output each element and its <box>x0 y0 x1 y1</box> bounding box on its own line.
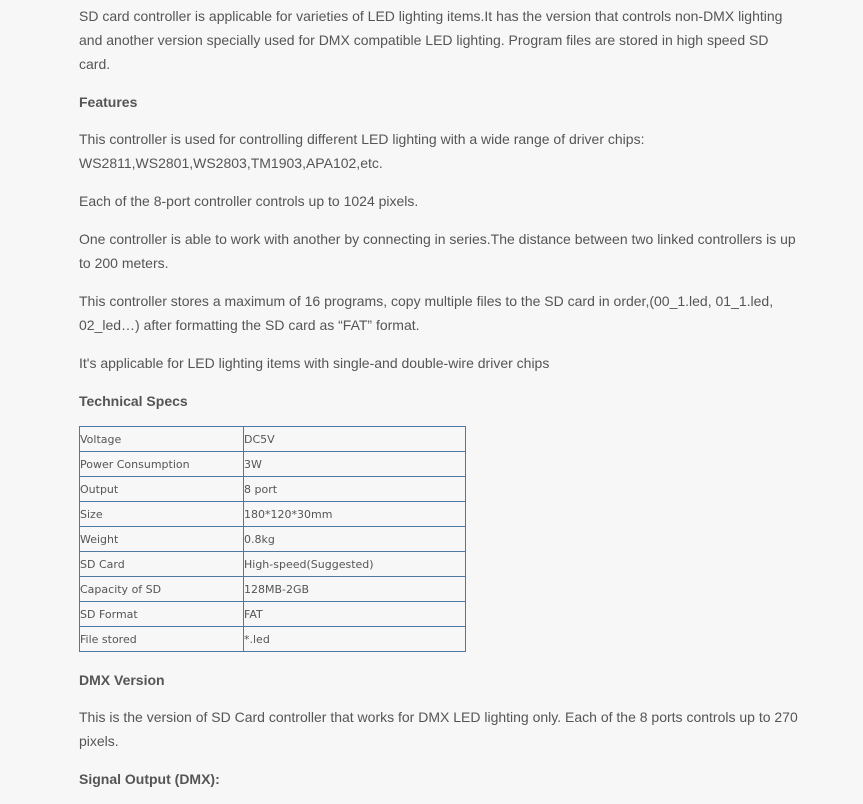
feature-paragraph: It's applicable for LED lighting items with single-and double-wire driver chips <box>79 355 550 371</box>
table-row <box>80 552 466 577</box>
spec-label: Size <box>80 502 244 527</box>
spec-table <box>79 426 466 652</box>
spec-label: SD Format <box>80 602 244 627</box>
table-row <box>80 577 466 602</box>
table-row <box>80 502 466 527</box>
spec-value: DC5V <box>244 427 466 452</box>
spec-value: 3W <box>244 452 466 477</box>
dmx-paragraph: This is the version of SD Card controller that works for DMX LED lighting only. Each of the 8 ports controls up to 270 pixels. <box>79 709 798 749</box>
spec-label: Weight <box>80 527 244 552</box>
features-heading: Features <box>79 94 138 110</box>
table-row <box>80 602 466 627</box>
spec-value: 128MB-2GB <box>244 577 466 602</box>
spec-value: FAT <box>244 602 466 627</box>
spec-value: 180*120*30mm <box>244 502 466 527</box>
spec-value: 0.8kg <box>244 527 466 552</box>
table-row <box>80 477 466 502</box>
table-row <box>80 627 466 652</box>
spec-value: *.led <box>244 627 466 652</box>
feature-paragraph: Each of the 8-port controller controls up to 1024 pixels. <box>79 193 419 209</box>
intro-paragraph: SD card controller is applicable for varieties of LED lighting items.It has the version that controls non-DMX lighting and another version specially used for DMX compatible LED lighting. Program files are stored in high speed SD card. <box>79 8 783 72</box>
signal-output-heading: Signal Output (DMX): <box>79 771 220 787</box>
technical-specs-heading: Technical Specs <box>79 393 188 409</box>
spec-label: SD Card <box>80 552 244 577</box>
table-row <box>80 427 466 452</box>
dmx-version-heading: DMX Version <box>79 672 165 688</box>
article-content <box>79 4 799 804</box>
spec-label: Power Consumption <box>80 452 244 477</box>
spec-label: File stored <box>80 627 244 652</box>
spec-label: Voltage <box>80 427 244 452</box>
spec-label: Output <box>80 477 244 502</box>
table-row <box>80 527 466 552</box>
spec-value: 8 port <box>244 477 466 502</box>
spec-label: Capacity of SD <box>80 577 244 602</box>
feature-paragraph: This controller stores a maximum of 16 programs, copy multiple files to the SD card in order,(00_1.led, 01_1.led, 02_led…) after formatting the SD card as “FAT” format. <box>79 293 774 333</box>
spec-value: High-speed(Suggested) <box>244 552 466 577</box>
feature-paragraph: This controller is used for controlling different LED lighting with a wide range of driver chips: WS2811,WS2801,WS2803,TM1903,APA102,etc. <box>79 131 645 171</box>
feature-paragraph: One controller is able to work with another by connecting in series.The distance between two linked controllers is up to 200 meters. <box>79 231 796 271</box>
table-row <box>80 452 466 477</box>
